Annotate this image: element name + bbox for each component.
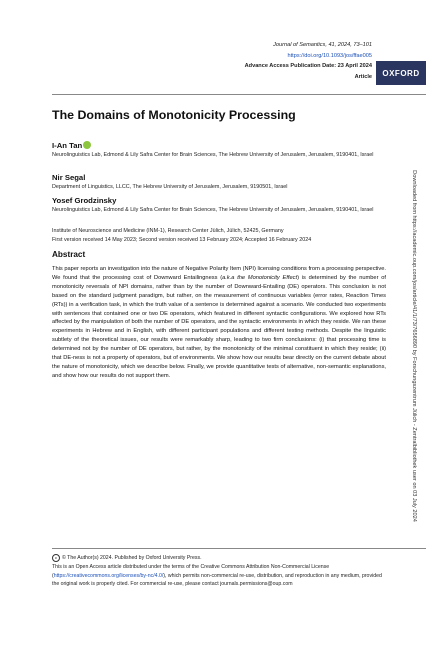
author-name: [52, 141, 91, 150]
download-notice-text: Downloaded from https://academic.oup.com/jos/article/41/1/73/7656890 by Forschungszentrum Jülich - Zentralbibliothek user on 03 July 2024: [411, 170, 417, 522]
abstract-text-2: ) is determined by the number of monotonicity reversals of NPI domains, rather than by the number of Downward-Entailing (DE) operators. This conclusion is not based on the standard judgment paradigm, but rather, on the measurement of continuous variables (error rates, Reaction Times (RTs)) in a verification task, in which the truth value of a sentence is determined against a scenario. We conducted two experiments with sentences that contained one or two DE operators, which featured in different syntactic configurations. We explored how RTs affected by the manipulation of both the number of DE operators, and the syntactic environments in which they reside. We ran these experiments in Hebrew and in English, with different participant populations and different testing methods. Despite the linguistic subtlety of the theoretical issues, our results were remarkably sharp, leading to two firm conclusions: (i) that processing time is determined not by the number of DE operators, but rather, by the monotonicity of the minimal constituent in which they reside; (ii) that DE-ness is not a property of operators, but of environments. We show how our results bear directly on the current debate about the nature of monotonicity, which we describe below. Finally, we provide quantitative tests of alternative, non-semantic explanations, and show how our results do not support them.: [52, 274, 386, 379]
article-type: Article: [354, 73, 372, 80]
abstract-text-italic: a.k.a the Monotonicity Effect: [222, 274, 298, 281]
author-name: Nir Segal: [52, 173, 86, 182]
creative-commons-icon: c: [52, 554, 60, 562]
download-notice: [409, 106, 419, 586]
author-name: Yosef Grodzinsky: [52, 196, 117, 205]
doi-link[interactable]: https://doi.org/10.1093/jos/ffae005: [287, 52, 372, 59]
history-dates: First version received 14 May 2023; Second version received 13 February 2024; Accepted 16 February 2024: [52, 237, 312, 243]
license-text-b: ), which permits non-commercial re-use, distribution, and reproduction in any medium, provided the original work is properly cited. For commercial re-use, please contact journals.permissions@oup.com: [52, 572, 382, 588]
orcid-icon[interactable]: [83, 141, 91, 149]
abstract-body: [52, 265, 386, 381]
license-block: [52, 554, 386, 589]
license-link[interactable]: https://creativecommons.org/licenses/by-nc/4.0/: [53, 572, 164, 579]
author-affiliation: Institute of Neuroscience and Medicine (INM-1), Research Center Jülich, Jülich, 52425, Germany: [52, 228, 284, 234]
abstract-heading: Abstract: [52, 250, 86, 259]
journal-citation: Journal of Semantics, 41, 2024, 73–101: [273, 42, 372, 48]
author-name-text: I-An Tan: [52, 141, 83, 150]
oxford-logo: OXFORD: [376, 61, 426, 85]
license-text: [52, 563, 386, 589]
copyright-line: [52, 554, 386, 563]
header-divider: [52, 94, 426, 95]
abstract-text-1: This paper reports an investigation into the nature of Negative Polarity Item (NPI) licensing conditions from a processing perspective. We found that the processing cost of Downward Entailingness (: [52, 266, 386, 281]
author-affiliation: Department of Linguistics, LLCC, The Hebrew University of Jerusalem, Jerusalem, 9190501, Israel: [52, 184, 288, 190]
author-affiliation: Neurolinguistics Lab, Edmond & Lily Safra Center for Brain Sciences, The Hebrew University of Jerusalem, Jerusalem, 9190401, Israel: [52, 207, 374, 213]
footer-divider: [52, 548, 426, 549]
author-affiliation: Neurolinguistics Lab, Edmond & Lily Safra Center for Brain Sciences, The Hebrew University of Jerusalem, Jerusalem, 9190401, Israel: [52, 152, 374, 158]
copyright-text: © The Author(s) 2024. Published by Oxford University Press.: [62, 555, 202, 561]
article-title: The Domains of Monotonicity Processing: [52, 108, 296, 122]
advance-access-date: Advance Access Publication Date: 23 April 2024: [244, 63, 372, 69]
journal-header: [0, 40, 372, 82]
license-text-a: This is an Open Access article distributed under the terms of the Creative Commons Attribution Non-Commercial License (: [52, 563, 330, 579]
